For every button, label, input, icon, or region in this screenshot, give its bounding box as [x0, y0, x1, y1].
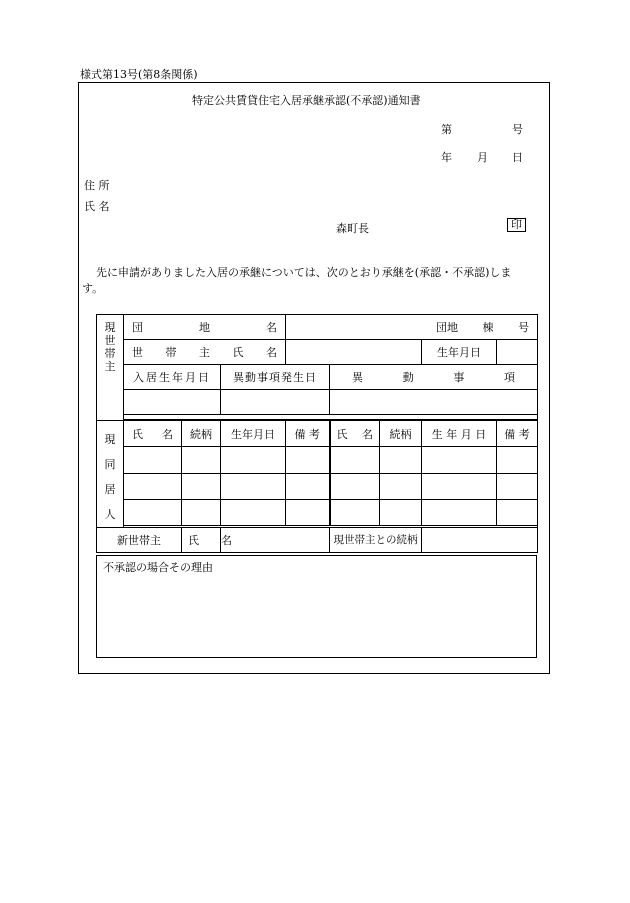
label-part: 異	[352, 371, 364, 384]
form-label: 様式第13号(第8条関係)	[80, 68, 198, 81]
label-part: 項	[504, 371, 516, 384]
vertical-label-char: 人	[104, 507, 116, 521]
new-head-name-value	[221, 527, 330, 552]
col-remarks-header: 備 考	[497, 420, 538, 447]
number-suffix: 号	[512, 123, 523, 136]
cell	[330, 447, 380, 473]
label-part: 帯	[165, 346, 177, 359]
table-row	[97, 420, 538, 447]
birthdate-value	[497, 340, 538, 365]
date-year: 年	[441, 151, 452, 164]
label-part: 名	[162, 427, 173, 441]
vertical-label-char: 現	[104, 432, 116, 446]
table-row	[97, 473, 538, 499]
new-head-label: 新世帯主	[97, 527, 182, 552]
label-part: 氏	[336, 427, 348, 441]
change-items-value	[330, 390, 538, 415]
col-birth-header: 生 年 月 日	[422, 420, 497, 447]
cell	[497, 500, 538, 526]
cell	[497, 447, 538, 473]
cell	[422, 500, 497, 526]
label-part: 世	[132, 346, 143, 359]
cell	[286, 447, 330, 473]
address-label: 住 所	[84, 179, 110, 192]
reason-label: 不承認の場合その理由	[103, 561, 213, 574]
table-row	[97, 500, 538, 526]
danchi-name-label	[124, 315, 286, 340]
cell	[330, 500, 380, 526]
label-part: 名	[362, 427, 374, 441]
col-relation-header: 続柄	[182, 420, 221, 447]
vertical-label-char: 同	[104, 457, 116, 471]
cell	[286, 500, 330, 526]
issuer: 森町長	[336, 222, 369, 235]
date-day: 日	[512, 151, 523, 164]
current-head-header	[97, 315, 124, 421]
cell	[124, 500, 182, 526]
label-part: 棟	[482, 321, 494, 334]
cell	[221, 500, 286, 526]
cell	[286, 473, 330, 499]
label-part: 氏	[232, 346, 244, 359]
table-row	[97, 447, 538, 473]
table-row	[97, 527, 538, 552]
vertical-label-char: 主	[104, 360, 116, 373]
cell	[221, 447, 286, 473]
cell	[380, 447, 422, 473]
table-row	[97, 390, 538, 415]
cell	[330, 473, 380, 499]
label-part: 事	[453, 371, 465, 384]
cell	[124, 447, 182, 473]
col-relation-header: 続柄	[380, 420, 422, 447]
head-name-value	[286, 340, 422, 365]
label-part: 号	[518, 321, 530, 334]
move-in-date-label: 入居生年月日	[124, 365, 221, 390]
label-part: 主	[199, 346, 210, 359]
cell	[182, 473, 221, 499]
date-month: 月	[477, 151, 488, 164]
cell	[182, 500, 221, 526]
seal-mark: 印	[507, 218, 526, 232]
vertical-label-char: 帯	[104, 347, 116, 360]
vertical-label-char: 居	[104, 482, 116, 496]
table-row	[97, 340, 538, 365]
birthdate-label: 生年月日	[422, 340, 497, 365]
head-name-label	[124, 340, 286, 365]
vertical-label-char: 現	[104, 321, 116, 334]
col-name-header	[330, 420, 380, 447]
label-part: 名	[266, 346, 277, 359]
table-row	[97, 315, 538, 340]
label-part: 動	[402, 371, 414, 384]
cell	[422, 447, 497, 473]
label-part: 地	[199, 321, 211, 334]
name-label: 氏 名	[84, 200, 110, 213]
change-items-label	[330, 365, 538, 390]
relation-to-current-label: 現世帯主との続柄	[330, 527, 422, 552]
col-remarks-header: 備 考	[286, 420, 330, 447]
label-part: 団地	[436, 321, 459, 334]
col-birth-header: 生年月日	[221, 420, 286, 447]
label-part: 氏	[132, 427, 143, 441]
cell	[422, 473, 497, 499]
vertical-label-char: 世	[104, 334, 116, 347]
move-in-date-value	[124, 390, 221, 415]
change-date-label: 異動事項発生日	[221, 365, 330, 390]
body-text-line-2: す。	[82, 282, 104, 295]
cell	[182, 447, 221, 473]
label-part: 団	[132, 321, 143, 334]
building-number-cell	[286, 315, 538, 340]
succession-table	[96, 314, 538, 553]
label-part: 名	[266, 321, 278, 334]
cell	[380, 473, 422, 499]
body-text-line-1: 先に申請がありました入居の承継については、次のとおり承継を(承認・不承認)しま	[96, 266, 512, 279]
table-row	[97, 365, 538, 390]
new-head-name-label: 氏 名	[182, 527, 221, 552]
document-title: 特定公共賃貸住宅入居承継承認(不承認)通知書	[192, 94, 421, 107]
number-prefix: 第	[441, 123, 452, 136]
col-name-header	[124, 420, 182, 447]
cell	[124, 473, 182, 499]
cohabitants-header	[97, 420, 124, 527]
relation-to-current-value	[422, 527, 538, 552]
change-date-value	[221, 390, 330, 415]
cell	[221, 473, 286, 499]
cell	[380, 500, 422, 526]
cell	[497, 473, 538, 499]
reason-box	[96, 555, 537, 658]
